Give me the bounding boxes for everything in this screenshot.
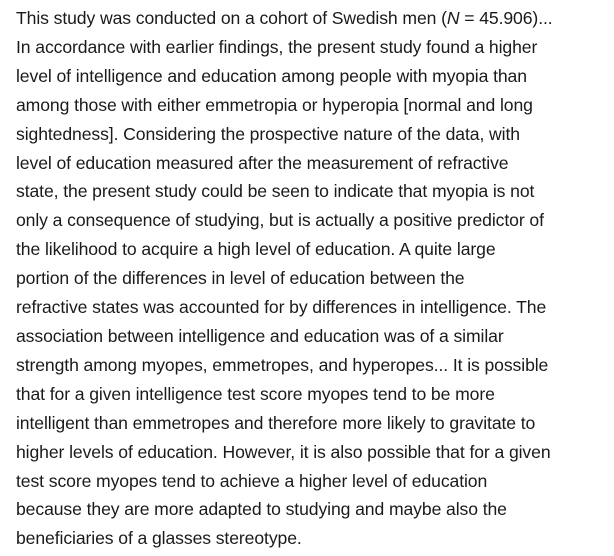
sample-size-variable: N — [446, 8, 460, 28]
line-1-text: This study was conducted on a cohort of Swedish men ( — [16, 8, 447, 28]
paragraph-line-10: portion of the differences in level of education between the — [16, 268, 465, 289]
paragraph-line-5: sightedness]. Considering the prospective nature of the data, with — [16, 123, 520, 144]
paragraph-line-3: level of intelligence and education among people with myopia than — [16, 65, 527, 86]
paragraph-line-17: test score myopes tend to achieve a higher level of education — [16, 470, 488, 491]
quoted-paragraph — [16, 4, 610, 553]
paragraph-line-11: refractive states was accounted for by differences in intelligence. The — [16, 297, 547, 318]
paragraph-line-16: higher levels of education. However, it is also possible that for a given — [16, 441, 551, 462]
paragraph-line-6: level of education measured after the measurement of refractive — [16, 152, 509, 173]
paragraph-line-12: association between intelligence and education was of a similar — [16, 325, 504, 346]
paragraph-line-9: the likelihood to acquire a high level of education. A quite large — [16, 239, 496, 260]
paragraph-line-15: intelligent than emmetropes and therefore more likely to gravitate to — [16, 412, 536, 433]
paragraph-line-19: beneficiaries of a glasses stereotype. — [16, 528, 302, 549]
paragraph-line-13: strength among myopes, emmetropes, and hyperopes... It is possible — [16, 354, 549, 375]
paragraph-line-2: In accordance with earlier findings, the present study found a higher — [16, 36, 538, 57]
paragraph-line-8: only a consequence of studying, but is actually a positive predictor of — [16, 210, 544, 231]
paragraph-line-14: that for a given intelligence test score myopes tend to be more — [16, 383, 495, 404]
paragraph-line-1 — [16, 4, 610, 33]
paragraph-line-4: among those with either emmetropia or hyperopia [normal and long — [16, 94, 533, 115]
paragraph-line-18: because they are more adapted to studying and maybe also the — [16, 499, 507, 520]
sample-size-value: = 45.906)... — [459, 8, 553, 28]
paragraph-line-7: state, the present study could be seen to indicate that myopia is not — [16, 181, 535, 202]
